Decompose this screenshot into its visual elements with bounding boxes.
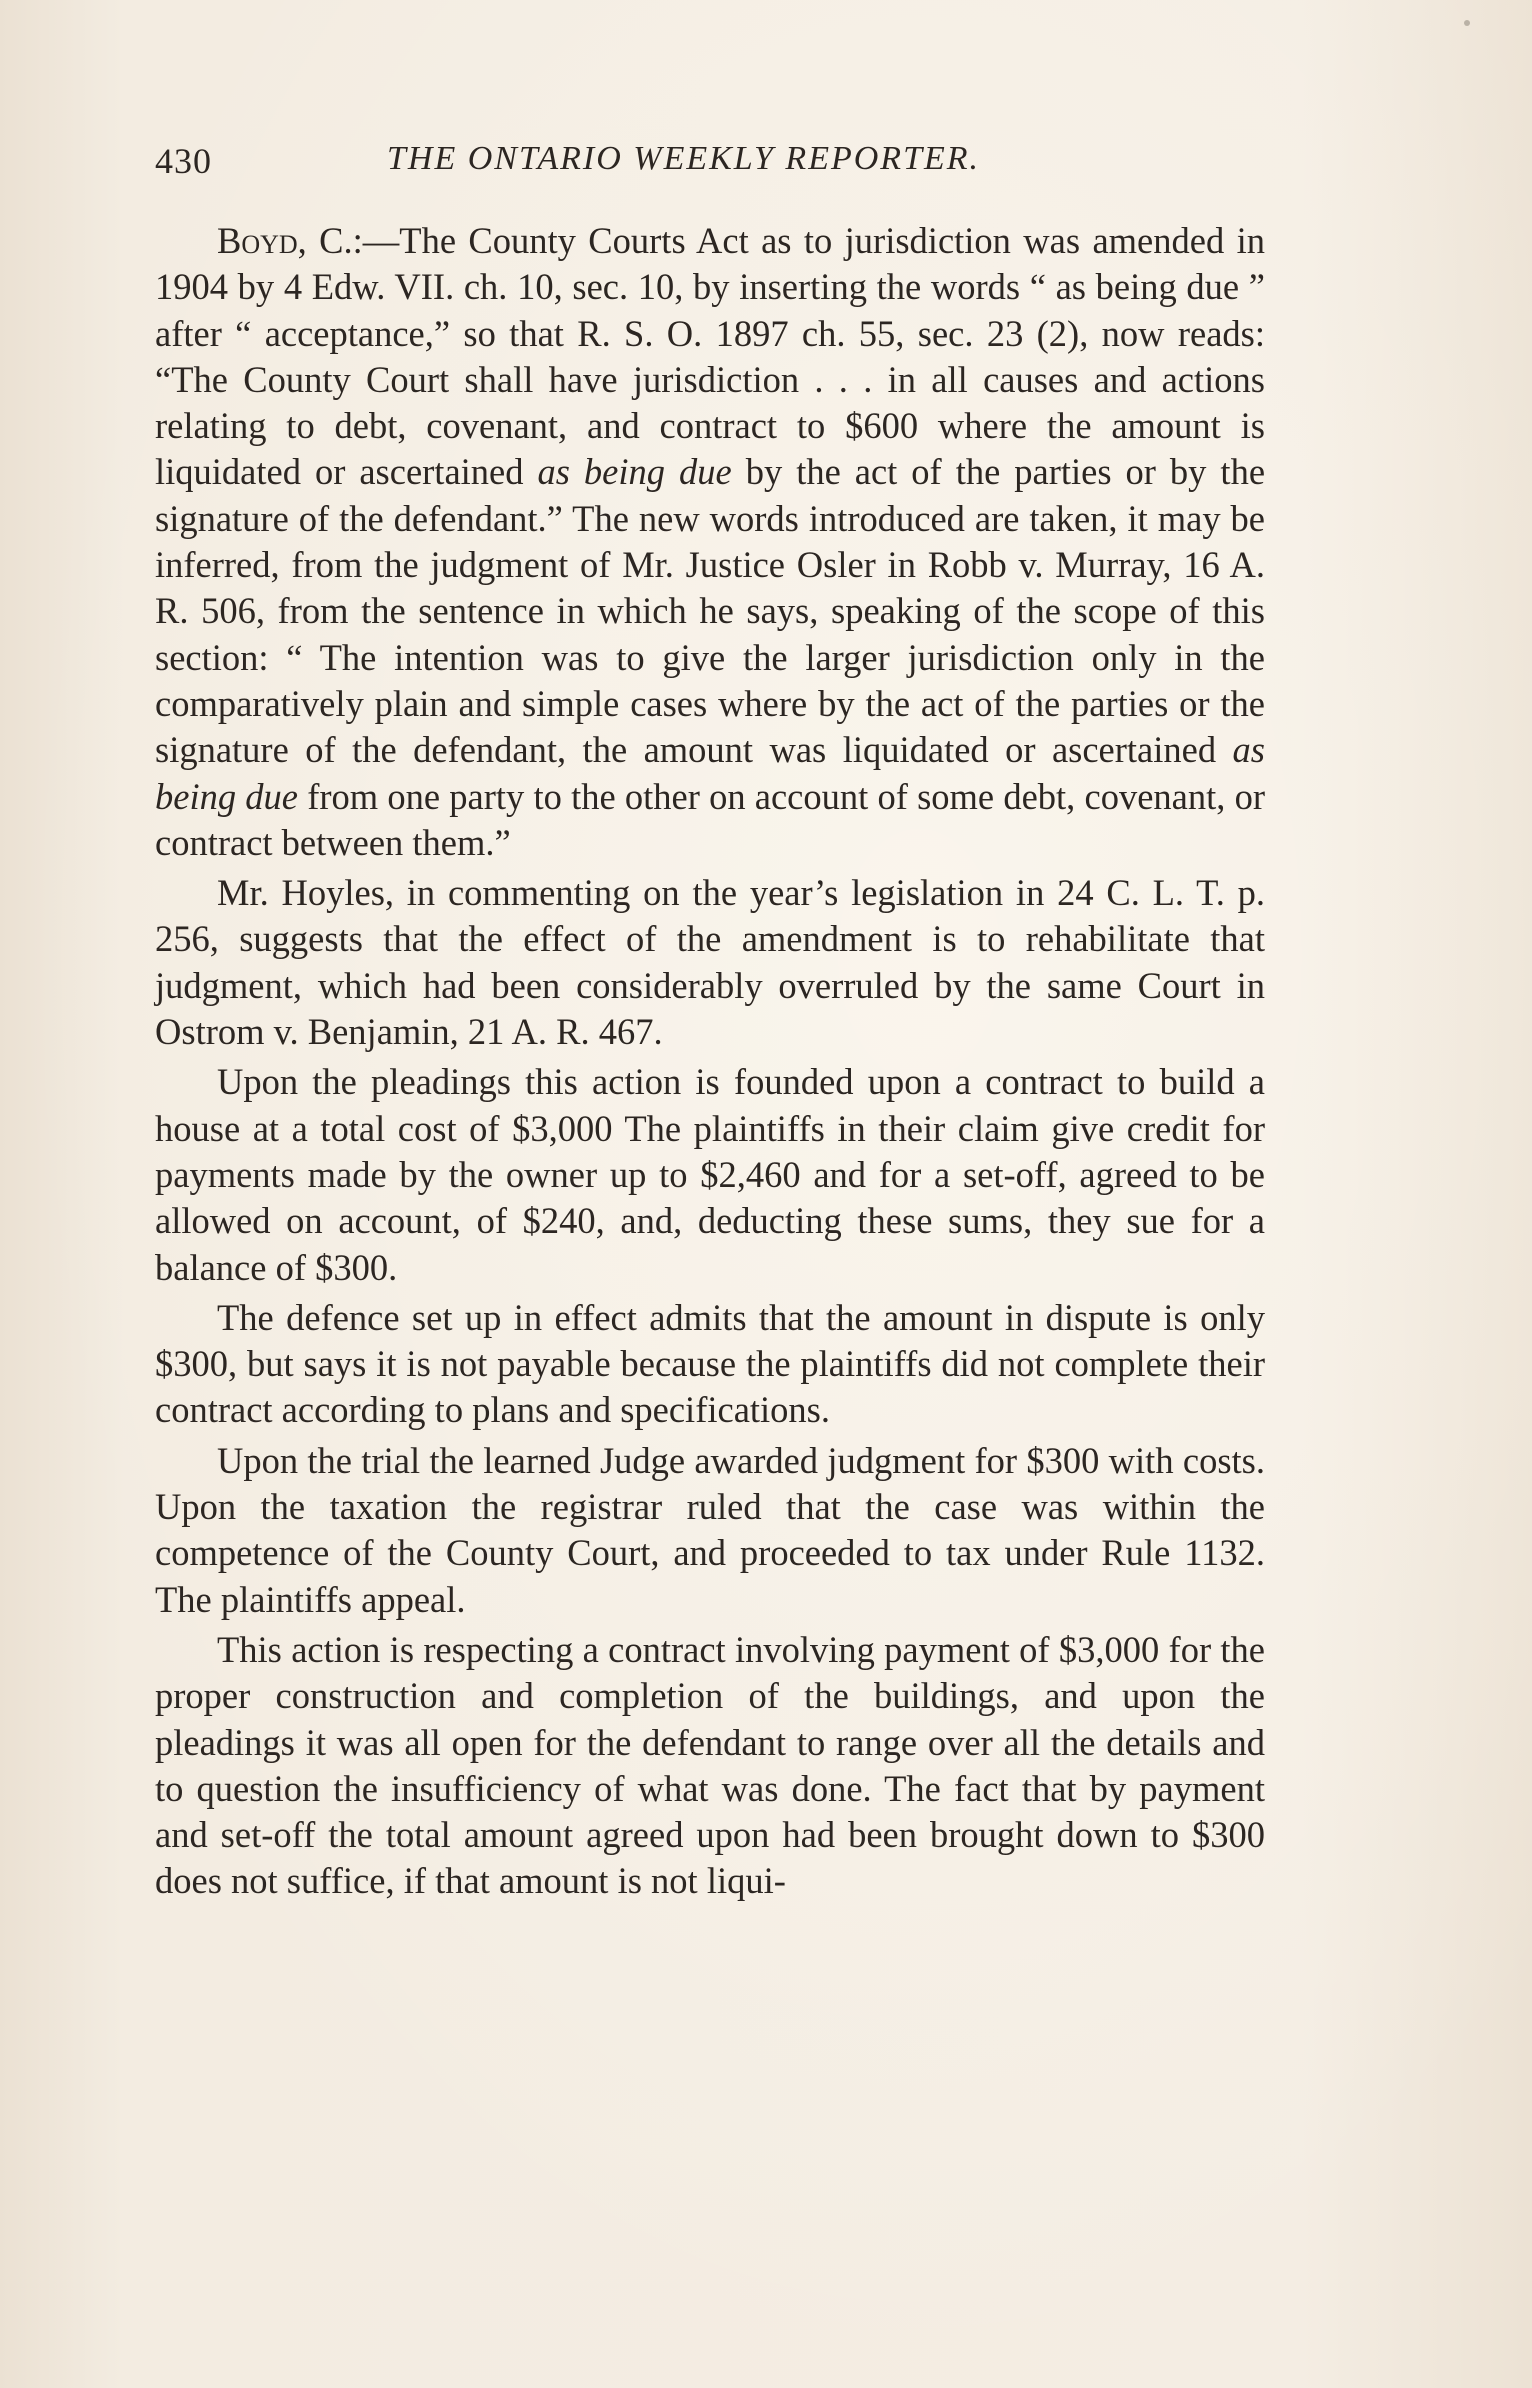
journal-title: THE ONTARIO WEEKLY REPORTER. bbox=[387, 140, 981, 177]
judge-name: Boyd, C. bbox=[217, 220, 353, 261]
italic-phrase: as being due bbox=[155, 729, 1265, 817]
paragraph-contract: This action is respecting a contract involving payment of $3,000 for the proper construction and completion of the buildings, and upon the pleadings it was all open for the defendant to range over all the details and to question the insufficiency of what was done. The fact that by payment and set-off the total amount agreed upon had been brought down to $300 does not suffice, if that amount is not liqui- bbox=[155, 1628, 1265, 1902]
paragraph-hoyles: Mr. Hoyles, in commenting on the year’s legislation in 24 C. L. T. p. 256, suggests that the effect of the amendment is to rehabilitate that judgment, which had been considerably overruled by the same Court in Ostrom v. Benjamin, 21 A. R. 467. bbox=[155, 872, 1265, 1053]
paragraph-judgment-opening bbox=[155, 218, 1265, 866]
running-head bbox=[155, 140, 1265, 190]
paragraph-defence: The defence set up in effect admits that the amount in dispute is only $300, but says it is not payable because the plaintiffs did not complete their contract according to plans and specifications. bbox=[155, 1296, 1265, 1431]
paragraph-text: by the act of the parties or by the signature of the defendant.” The new words introduced are taken, it may be inferred, from the judgment of Mr. Justice Osler in Robb v. Murray, 16 A. R. 506, from the sentence in which he says, speaking of the scope of this section: “ The intention was to give the larger jurisdiction only in the comparatively plain and simple cases where by the act of the parties or the signature of the defendant, the amount was liquidated or ascertained bbox=[155, 451, 1266, 771]
paragraph-text: :—The County Courts Act as to jurisdiction was amended in 1904 by 4 Edw. VII. ch. 10, sec. 10, by inserting the words “ as being due ” after “ acceptance,” so that R. S. O. 1897 ch. 55, sec. 23 (2), now reads: “The County Court shall have jurisdiction . . . in all causes and actions relating to debt, covenant, and contract to $600 where the amount is liquidated or ascertained bbox=[155, 220, 1265, 493]
paragraph-text: from one party to the other on account of some debt, covenant, or contract between them.” bbox=[155, 775, 1265, 863]
paper-smudge bbox=[1464, 20, 1470, 26]
paragraph-pleadings: Upon the pleadings this action is founded upon a contract to build a house at a total cost of $3,000 The plaintiffs in their claim give credit for payments made by the owner up to $2,460 and for a set-off, agreed to be allowed on account, of $240, and, deducting these sums, they sue for a balance of $300. bbox=[155, 1061, 1265, 1288]
paragraph-trial: Upon the trial the learned Judge awarded judgment for $300 with costs. Upon the taxation the registrar ruled that the case was within the competence of the County Court, and proceeded to tax under Rule 1132. The plaintiffs appeal. bbox=[155, 1439, 1265, 1620]
page-number: 430 bbox=[155, 141, 212, 181]
italic-phrase: as being due bbox=[537, 451, 732, 493]
body-text bbox=[155, 218, 1265, 1909]
